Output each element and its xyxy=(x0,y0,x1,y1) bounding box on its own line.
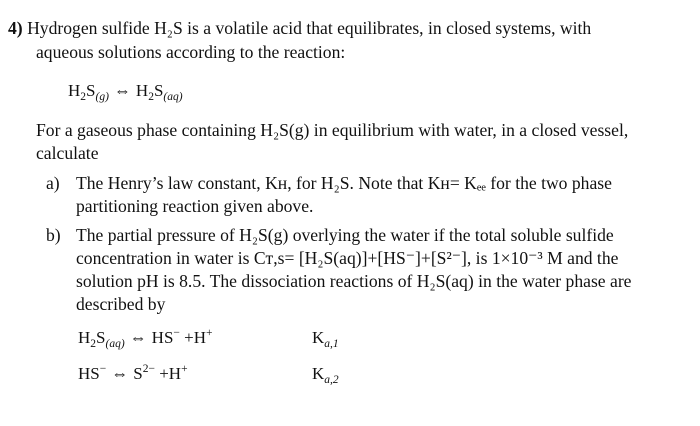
part-a-line-2: partitioning reaction given above. xyxy=(76,196,314,216)
part-b-line-1: The partial pressure of H₂S(g) overlying the water if the total soluble sulfide xyxy=(76,225,614,245)
reaction-3-constant xyxy=(312,363,339,385)
reaction-2-rhs-hs: HS xyxy=(151,328,174,347)
reaction-1-rhs-h: H xyxy=(135,81,149,100)
reaction-3-lhs-charge: − xyxy=(99,363,107,375)
reaction-2-rhs-h-charge: + xyxy=(206,327,213,339)
part-a-label: a) xyxy=(46,173,60,193)
problem-number: 4) xyxy=(8,18,23,38)
part-b-line-3: solution pH is 8.5. The dissociation reactions of H₂S(aq) in the water phase are xyxy=(76,271,632,291)
reaction-1-lhs-h: H xyxy=(68,81,81,100)
part-b-line-4: described by xyxy=(76,294,166,314)
reaction-3 xyxy=(78,363,188,385)
problem-intro-line-2: aqueous solutions according to the reaction: xyxy=(36,42,346,62)
reaction-3-rhs-s-charge: 2− xyxy=(142,363,155,375)
reaction-3-plus: + xyxy=(159,364,169,383)
reaction-3-k-sub: a,2 xyxy=(324,374,339,386)
reaction-2-lhs-h: H xyxy=(78,328,91,347)
reaction-1-rhs-s: S xyxy=(153,81,164,100)
reaction-2-lhs-phase: (aq) xyxy=(105,338,125,350)
reaction-2-lhs-sub: 2 xyxy=(90,338,97,350)
reaction-2-k-sub: a,1 xyxy=(324,338,339,350)
reaction-1-rhs-sub: 2 xyxy=(148,91,154,103)
equilibrium-arrow-icon: ⇔ xyxy=(113,81,131,100)
part-b-label: b) xyxy=(46,225,61,245)
context-line-1: For a gaseous phase containing H₂S(g) in equilibrium with water, in a closed vessel, xyxy=(36,120,629,140)
problem-intro-line-1 xyxy=(8,17,591,39)
reaction-2-plus: + xyxy=(184,328,194,347)
intro-text-1: Hydrogen sulfide H₂S is a volatile acid that equilibrates, in closed systems, with xyxy=(27,18,592,38)
context-line-2: calculate xyxy=(36,143,99,163)
equilibrium-arrow-icon: ⇔ xyxy=(111,364,129,383)
reaction-2-constant xyxy=(312,327,339,349)
reaction-2-rhs-hs-charge: − xyxy=(173,327,180,339)
reaction-1 xyxy=(68,80,183,102)
reaction-3-lhs-hs: HS xyxy=(78,364,100,383)
part-b-line-2: concentration in water is Cᴛ,s= [H₂S(aq)]+[HS⁻]+[S²⁻], is 1×10⁻³ M and the xyxy=(76,248,619,268)
reaction-3-rhs-h: H xyxy=(168,364,182,383)
reaction-1-rhs-phase: (aq) xyxy=(163,91,183,103)
reaction-1-lhs-phase: (g) xyxy=(95,91,109,103)
reaction-2 xyxy=(78,327,213,349)
reaction-1-lhs-sub: 2 xyxy=(80,91,87,103)
equilibrium-arrow-icon: ⇔ xyxy=(129,328,147,347)
reaction-2-lhs-s: S xyxy=(96,328,106,347)
part-a-line-1: The Henry’s law constant, Kʜ, for H₂S. Note that Kʜ= Kₑₑ for the two phase xyxy=(76,173,612,193)
reaction-2-rhs-h: H xyxy=(193,328,207,347)
reaction-1-lhs-s: S xyxy=(86,81,96,100)
reaction-3-rhs-s: S xyxy=(133,364,143,383)
reaction-3-k: K xyxy=(312,364,325,383)
reaction-2-k: K xyxy=(312,328,325,347)
reaction-3-rhs-h-charge: + xyxy=(181,363,188,375)
